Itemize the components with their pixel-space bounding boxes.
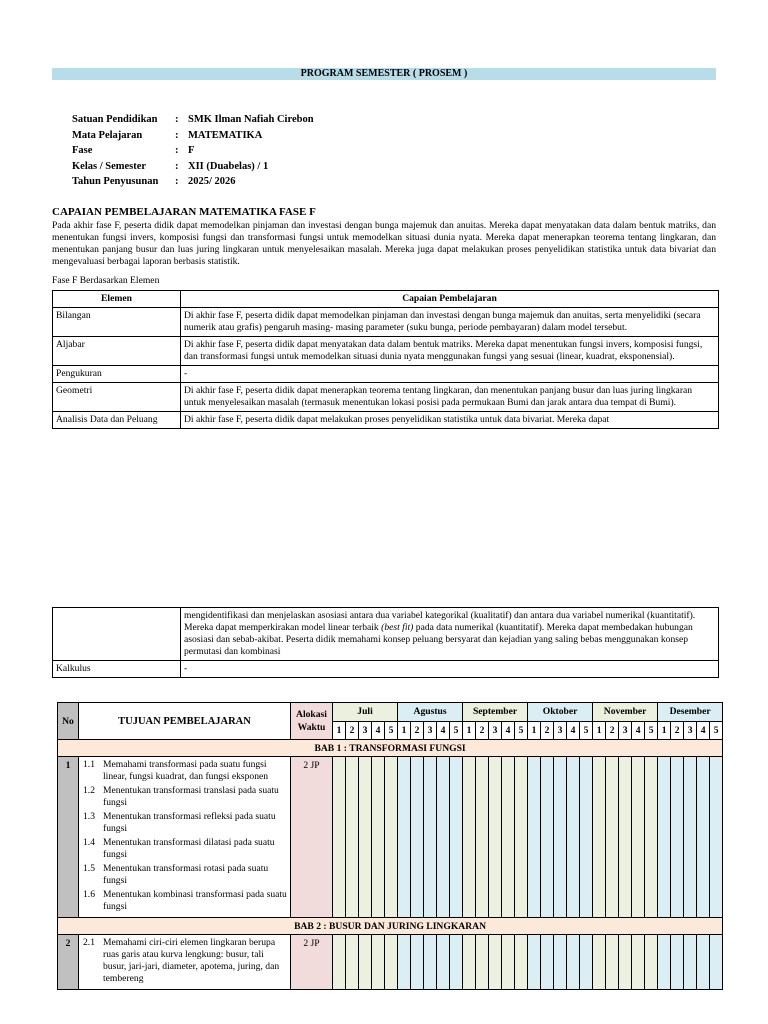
week-cell [528,757,541,918]
tp-text: Memahami ciri-ciri elemen lingkaran berupa ruas garis atau kurva lengkung: busur, tali busur, jari-jari, diameter, apotema, juring, dan tembereng [103,937,280,984]
info-row [72,143,314,159]
week-cell [554,757,567,918]
week-cell [671,935,684,990]
elemen-cell: Analisis Data dan Peluang [53,412,181,429]
week-cell [489,757,502,918]
week-number: 3 [554,721,567,740]
week-cell [372,757,385,918]
capaian-cell: mengidentifikasi dan menjelaskan asosiasi antara dua variabel kategorikal (kualitatif) dan antara dua variabel numerikal (kuantitatif). Mereka dapat memperkirakan model linear terbaik (best fit) pada data numerikal (kuantitatif). Mereka dapat membedakan hubungan asosiasi dan sebab-akibat. Peserta didik memahami konsep peluang bersyarat dan kejadian yang saling bebas menggunakan konsep permutasi dan kombinasi [181,608,719,661]
week-cell [476,935,489,990]
week-cell [424,935,437,990]
capaian-cell: Di akhir fase F, peserta didik dapat memodelkan pinjaman dan investasi dengan bunga majemuk dan anuitas, serta menyelidiki (secara numerik atau grafis) pengaruh masing- masing parameter (suku bunga, periode pembayaran) dalam model tersebut. [181,308,719,337]
week-cell [333,935,346,990]
week-cell [437,757,450,918]
week-number: 3 [489,721,502,740]
week-cell [346,757,359,918]
week-cell [502,757,515,918]
bab-title: BAB 1 : TRANSFORMASI FUNGSI [58,740,723,757]
tujuan-cell [79,757,291,918]
info-label: Tahun Penyusunan [72,176,159,187]
tujuan-cell [79,935,291,990]
document-title: PROGRAM SEMESTER ( PROSEM ) [52,68,716,80]
table-row [53,661,719,678]
week-number: 5 [385,721,398,740]
table-row [53,366,719,383]
info-separator: : [175,145,179,156]
week-cell [606,935,619,990]
month-header: Juli [333,703,398,722]
week-cell [671,757,684,918]
info-separator: : [175,176,179,187]
table-row [53,608,719,661]
tp-number: 1.1 [83,759,95,770]
table-row [53,383,719,412]
week-cell [658,935,671,990]
week-cell [476,757,489,918]
week-number: 4 [372,721,385,740]
month-header: Agustus [398,703,463,722]
tp-text: Menentukan transformasi dilatasi pada suatu fungsi [103,837,275,860]
week-cell [385,935,398,990]
tp-text: Menentukan transformasi rotasi pada suatu fungsi [103,863,269,886]
week-cell [554,935,567,990]
week-number: 1 [658,721,671,740]
capaian-title: CAPAIAN PEMBELAJARAN MATEMATIKA FASE F [52,206,316,218]
week-number: 1 [333,721,346,740]
week-cell [528,935,541,990]
week-number: 2 [541,721,554,740]
elemen-cell: Pengukuran [53,366,181,383]
week-number: 2 [606,721,619,740]
info-label: Mata Pelajaran [72,129,143,141]
week-number: 1 [463,721,476,740]
capaian-cell: Di akhir fase F, peserta didik dapat melakukan proses penyelidikan statistika untuk data bivariat. Mereka dapat [181,412,719,429]
info-separator: : [175,114,179,125]
info-value: F [188,145,195,156]
week-number: 4 [632,721,645,740]
week-cell [658,757,671,918]
week-cell [632,757,645,918]
week-cell [541,757,554,918]
week-cell [515,757,528,918]
table-row [58,935,723,990]
week-cell [372,935,385,990]
week-cell [398,935,411,990]
week-cell [333,757,346,918]
week-cell [619,935,632,990]
week-number: 5 [580,721,593,740]
week-cell [580,935,593,990]
info-row [72,128,314,144]
week-cell [385,757,398,918]
week-number: 5 [450,721,463,740]
info-row [72,174,314,190]
info-separator: : [175,129,179,141]
tp-text: Menentukan transformasi refleksi pada suatu fungsi [103,811,276,834]
table-row [53,337,719,366]
week-number: 1 [528,721,541,740]
week-cell [697,935,710,990]
week-cell [697,757,710,918]
elemen-cell [53,608,181,661]
week-cell [567,757,580,918]
tp-number: 1.6 [83,889,95,900]
tp-text: Menentukan kombinasi transformasi pada suatu fungsi [103,889,287,912]
week-number: 2 [346,721,359,740]
week-cell [346,935,359,990]
list-item [83,785,287,809]
info-value: SMK Ilman Nafiah Cirebon [188,114,314,125]
week-cell [645,935,658,990]
week-cell [619,757,632,918]
tp-number: 1.2 [83,785,95,796]
list-item [83,811,287,835]
info-label: Kelas / Semester [72,160,147,172]
week-cell [567,935,580,990]
week-cell [606,757,619,918]
elemen-cell: Bilangan [53,308,181,337]
week-cell [411,757,424,918]
week-number: 2 [476,721,489,740]
month-header: Oktober [528,703,593,722]
tp-text: Memahami transformasi pada suatu fungsi linear, fungsi kuadrat, dan fungsi eksponen [103,759,269,782]
table-row [53,308,719,337]
list-item [83,837,287,861]
info-value: MATEMATIKA [188,129,263,141]
alokasi-cell: 2 JP [291,757,333,918]
week-cell [359,935,372,990]
week-number: 2 [671,721,684,740]
elemen-header: Elemen [53,291,181,308]
alokasi-cell: 2 JP [291,935,333,990]
tp-number: 1.5 [83,863,95,874]
row-number: 2 [58,935,79,990]
week-cell [645,757,658,918]
week-cell [684,757,697,918]
elemen-cell: Kalkulus [53,661,181,678]
week-cell [515,935,528,990]
capaian-cell: Di akhir fase F, peserta didik dapat menyatakan data dalam bentuk matriks. Mereka dapat menentukan fungsi invers, komposisi fungsi, dan transformasi fungsi untuk memodelkan situasi dunia nyata menggunakan fungsi yang sesuai (linear, kuadrat, eksponensial). [181,337,719,366]
week-cell [580,757,593,918]
info-value: 2025/ 2026 [188,176,236,187]
week-number: 1 [398,721,411,740]
schedule-table [57,702,723,990]
week-number: 5 [710,721,723,740]
week-cell [632,935,645,990]
no-header: No [58,703,79,740]
week-number: 3 [684,721,697,740]
tp-number: 1.3 [83,811,95,822]
week-cell [502,935,515,990]
week-number: 1 [593,721,606,740]
week-cell [424,757,437,918]
week-cell [463,757,476,918]
week-number: 3 [619,721,632,740]
week-cell [593,935,606,990]
row-number: 1 [58,757,79,918]
week-cell [437,935,450,990]
alokasi-header: Alokasi Waktu [291,703,333,740]
week-number: 2 [411,721,424,740]
month-header: September [463,703,528,722]
week-cell [710,757,723,918]
elemen-table-continued [52,607,719,678]
week-number: 5 [515,721,528,740]
list-item [83,889,287,913]
week-cell [710,935,723,990]
month-header: Desember [658,703,723,722]
elemen-cell: Aljabar [53,337,181,366]
info-row [72,159,314,175]
list-item [83,937,287,985]
capaian-header: Capaian Pembelajaran [181,291,719,308]
week-cell [489,935,502,990]
table-row [53,412,719,429]
bab-row [58,740,723,757]
week-number: 4 [437,721,450,740]
list-item [83,863,287,887]
info-label: Satuan Pendidikan [72,114,158,125]
elemen-table [52,290,719,429]
identity-table [72,112,314,190]
capaian-paragraph: Pada akhir fase F, peserta didik dapat memodelkan pinjaman dan investasi dengan bunga majemuk dan anuitas. Mereka dapat menyatakan data dalam bentuk matriks, dan menentukan fungsi invers, komposisi fungsi dan transformasi fungsi untuk memodelkan situasi dunia nyata. Mereka dapat menerapkan teorema tentang lingkaran, dan menentukan panjang busur dan luas juring lingkaran untuk menyelesaikan masalah. Mereka juga dapat melakukan proses penyelidikan statistika untuk data bivariat dan mengevaluasi berbagai laporan berbasis statistik. [52,220,716,267]
week-cell [684,935,697,990]
week-cell [398,757,411,918]
week-cell [359,757,372,918]
bab-title: BAB 2 : BUSUR DAN JURING LINGKARAN [58,918,723,935]
elemen-cell: Geometri [53,383,181,412]
week-cell [450,757,463,918]
list-item [83,759,287,783]
capaian-cell: - [181,366,719,383]
week-cell [463,935,476,990]
week-cell [541,935,554,990]
bab-row [58,918,723,935]
schedule-header-row [58,703,723,722]
capaian-cell: Di akhir fase F, peserta didik dapat menerapkan teorema tentang lingkaran, dan menentukan panjang busur dan luas juring lingkaran untuk menyelesaikan masalah (termasuk menentukan lokasi posisi pada permukaan Bumi dan jarak antara dua tempat di Bumi). [181,383,719,412]
week-number: 5 [645,721,658,740]
tp-header: TUJUAN PEMBELAJARAN [79,703,291,740]
info-label: Fase [72,145,93,156]
tp-number: 2.1 [83,937,95,948]
info-separator: : [175,160,179,172]
week-number: 3 [424,721,437,740]
month-header: November [593,703,658,722]
week-cell [450,935,463,990]
info-value: XII (Duabelas) / 1 [188,160,269,172]
capaian-subtitle: Fase F Berdasarkan Elemen [52,275,160,286]
table-row [58,757,723,918]
week-number: 4 [697,721,710,740]
tp-text: Menentukan transformasi translasi pada suatu fungsi [103,785,279,808]
week-number: 4 [567,721,580,740]
capaian-cell: - [181,661,719,678]
info-row [72,112,314,128]
tp-number: 1.4 [83,837,95,848]
week-number: 4 [502,721,515,740]
week-number: 3 [359,721,372,740]
week-cell [411,935,424,990]
week-cell [593,757,606,918]
